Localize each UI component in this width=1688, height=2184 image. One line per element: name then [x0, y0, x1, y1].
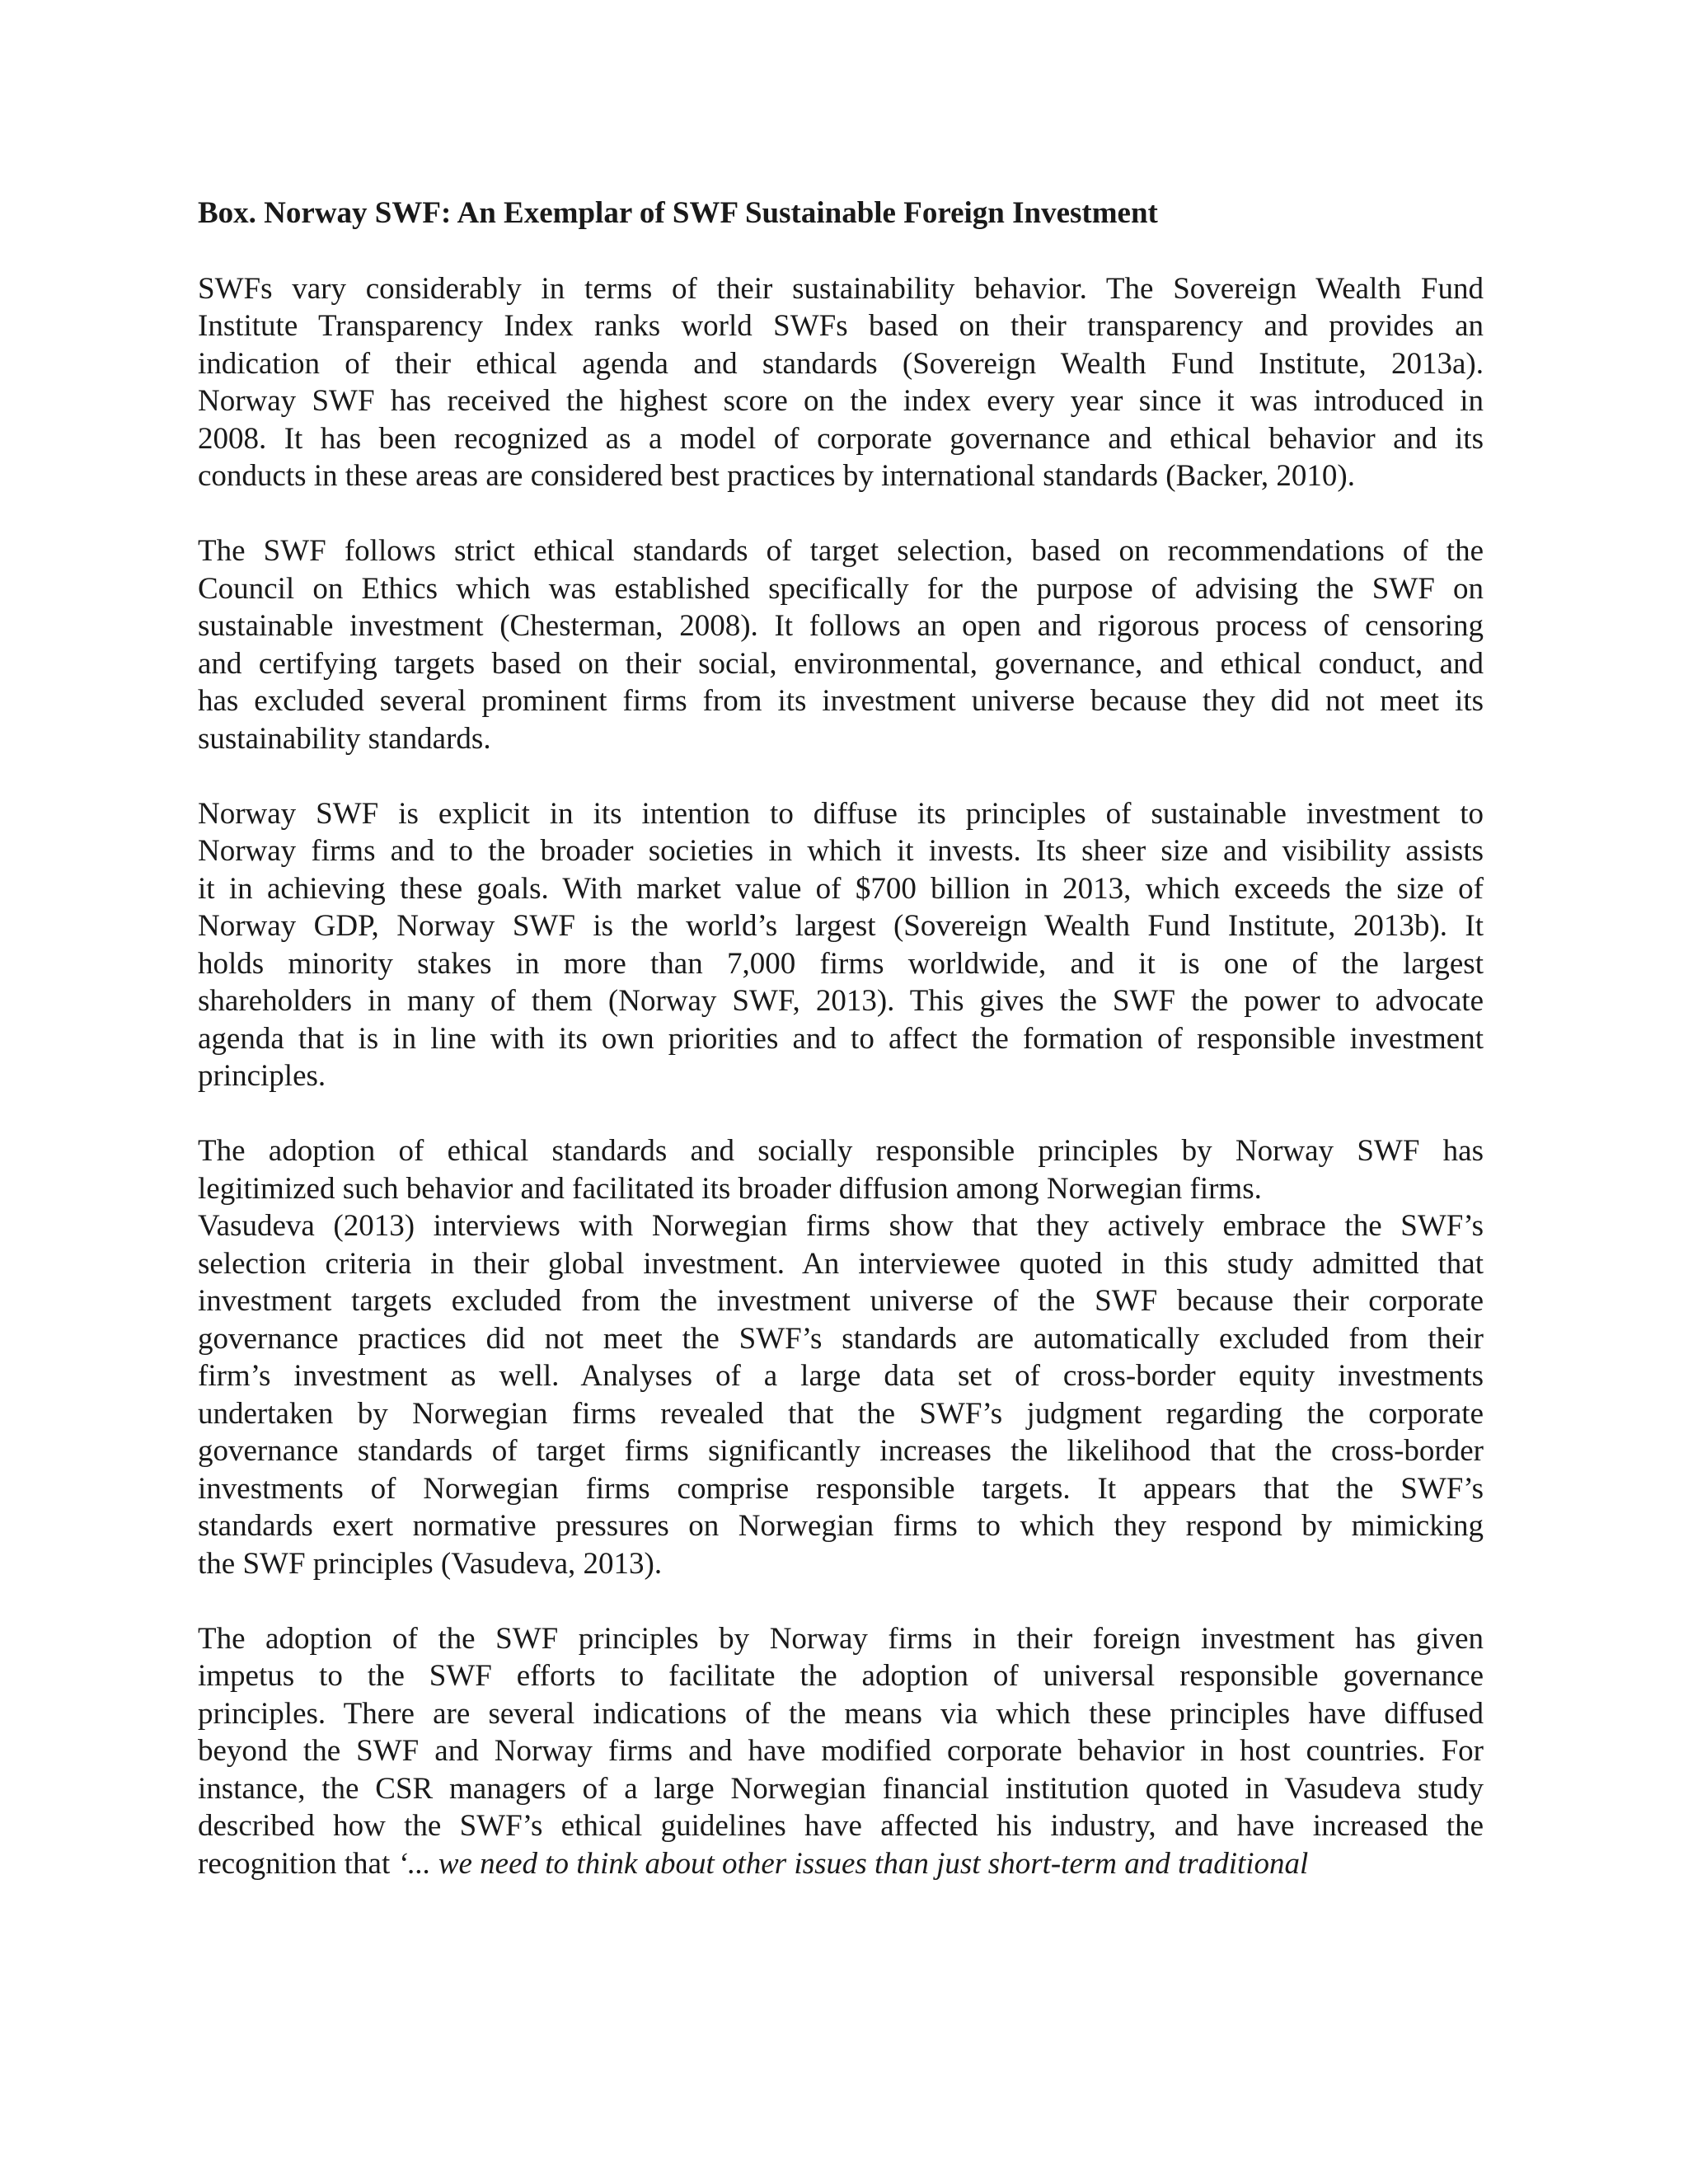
- paragraph-line: Council on Ethics which was established specifically for the purpose of advising the SWF on: [198, 571, 1484, 606]
- paragraph-line: governance practices did not meet the SWF’s standards are automatically excluded from their: [198, 1321, 1484, 1356]
- paragraph-line: selection criteria in their global investment. An interviewee quoted in this study admitted that: [198, 1246, 1484, 1281]
- paragraph-4: [198, 1132, 1484, 1582]
- paragraph-line: sustainable investment (Chesterman, 2008). It follows an open and rigorous process of censoring: [198, 609, 1484, 643]
- paragraph-2: [198, 532, 1484, 757]
- paragraph-line: and certifying targets based on their social, environmental, governance, and ethical conduct, and: [198, 646, 1484, 681]
- paragraph-line: conducts in these areas are considered best practices by international standards (Backer, 2010).: [198, 459, 1355, 493]
- paragraph-line: standards exert normative pressures on Norwegian firms to which they respond by mimicking: [198, 1509, 1484, 1543]
- paragraph-line: principles. There are several indications of the means via which these principles have diffused: [198, 1696, 1484, 1731]
- paragraph-line: Norway GDP, Norway SWF is the world’s largest (Sovereign Wealth Fund Institute, 2013b). It: [198, 909, 1484, 943]
- paragraph-line: beyond the SWF and Norway firms and have modified corporate behavior in host countries. For: [198, 1734, 1484, 1768]
- document-body: [198, 194, 1484, 1920]
- paragraph-line: agenda that is in line with its own priorities and to affect the formation of responsible investment: [198, 1021, 1484, 1056]
- paragraph-line: investments of Norwegian firms comprise responsible targets. It appears that the SWF’s: [198, 1471, 1484, 1506]
- paragraph-line: Norway SWF has received the highest score on the index every year since it was introduced in: [198, 384, 1484, 418]
- paragraph-line: Norway SWF is explicit in its intention to diffuse its principles of sustainable investment to: [198, 796, 1484, 831]
- paragraph-line: The adoption of the SWF principles by Norway firms in their foreign investment has given: [198, 1621, 1484, 1656]
- paragraph-line: holds minority stakes in more than 7,000 firms worldwide, and it is one of the largest: [198, 946, 1484, 981]
- paragraph-line: undertaken by Norwegian firms revealed that the SWF’s judgment regarding the corporate: [198, 1396, 1484, 1431]
- box-title: Box. Norway SWF: An Exemplar of SWF Sustainable Foreign Investment: [198, 196, 1158, 230]
- paragraph-line: instance, the CSR managers of a large Norwegian financial institution quoted in Vasudeva study: [198, 1771, 1484, 1806]
- paragraph-line: firm’s investment as well. Analyses of a large data set of cross-border equity investments: [198, 1359, 1484, 1393]
- paragraph-line: Institute Transparency Index ranks world SWFs based on their transparency and provides an: [198, 309, 1484, 343]
- paragraph-line: SWFs vary considerably in terms of their sustainability behavior. The Sovereign Wealth Fund: [198, 271, 1484, 306]
- paragraph-line: The adoption of ethical standards and socially responsible principles by Norway SWF has: [198, 1134, 1484, 1168]
- paragraph-line: governance standards of target firms significantly increases the likelihood that the cross-border: [198, 1434, 1484, 1468]
- paragraph-line: legitimized such behavior and facilitated its broader diffusion among Norwegian firms.: [198, 1171, 1262, 1206]
- paragraph-line: indication of their ethical agenda and standards (Sovereign Wealth Fund Institute, 2013a).: [198, 346, 1484, 381]
- paragraph-line: shareholders in many of them (Norway SWF, 2013). This gives the SWF the power to advocate: [198, 984, 1484, 1018]
- paragraph-final-line: [198, 1845, 1484, 1883]
- quote-lead-text: recognition that: [198, 1846, 398, 1881]
- paragraph-5: [198, 1620, 1484, 1883]
- paragraph-line: described how the SWF’s ethical guidelines have affected his industry, and have increased the: [198, 1809, 1484, 1843]
- paragraph-line: has excluded several prominent firms from its investment universe because they did not meet its: [198, 684, 1484, 718]
- paragraph-line: it in achieving these goals. With market value of $700 billion in 2013, which exceeds the size of: [198, 871, 1484, 906]
- paragraph-line: Norway firms and to the broader societies in which it invests. Its sheer size and visibility assists: [198, 834, 1484, 868]
- paragraph-3: [198, 795, 1484, 1095]
- paragraph-line: The SWF follows strict ethical standards of target selection, based on recommendations of the: [198, 534, 1484, 568]
- paragraph-line: 2008. It has been recognized as a model of corporate governance and ethical behavior and its: [198, 421, 1484, 456]
- paragraph-1: [198, 270, 1484, 495]
- italic-quote-text: ‘... we need to think about other issues than just short-term and traditional: [397, 1846, 1309, 1881]
- paragraph-line: investment targets excluded from the investment universe of the SWF because their corporate: [198, 1284, 1484, 1318]
- paragraph-line: Vasudeva (2013) interviews with Norwegian firms show that they actively embrace the SWF’s: [198, 1209, 1484, 1243]
- paragraph-line: the SWF principles (Vasudeva, 2013).: [198, 1546, 663, 1581]
- paragraph-line: sustainability standards.: [198, 721, 491, 756]
- paragraph-line: principles.: [198, 1059, 326, 1093]
- paragraph-line: impetus to the SWF efforts to facilitate the adoption of universal responsible governance: [198, 1659, 1484, 1693]
